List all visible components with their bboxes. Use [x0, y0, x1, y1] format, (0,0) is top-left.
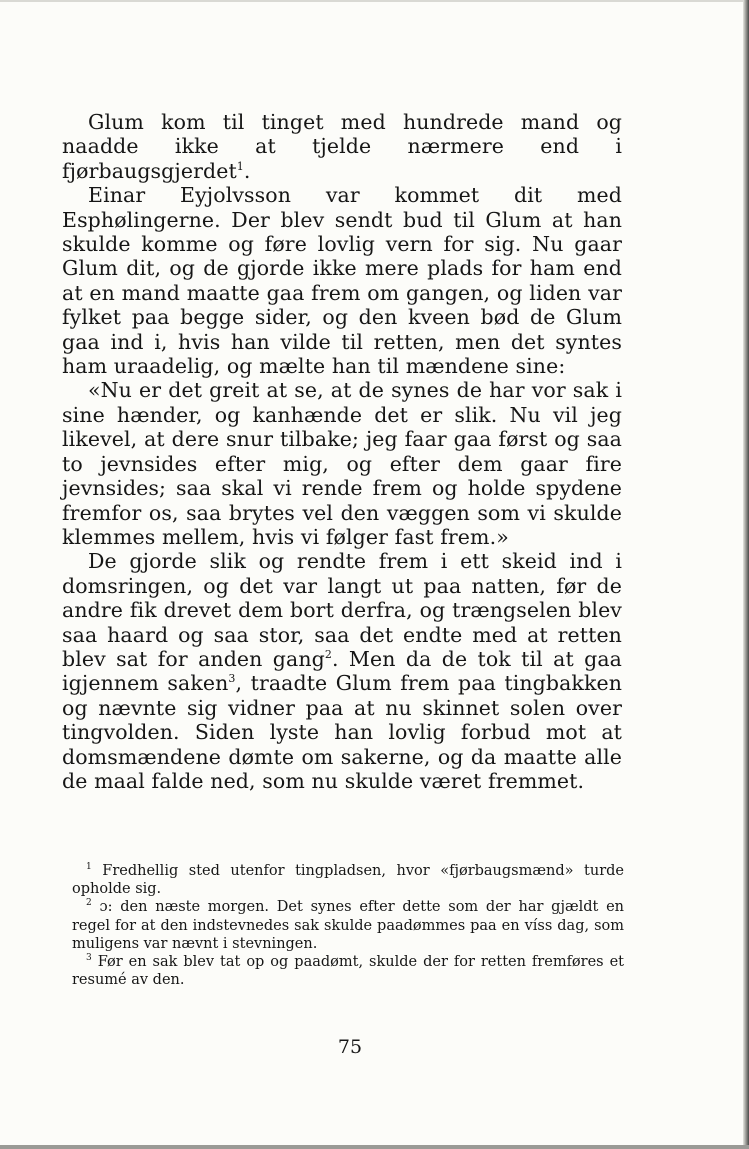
footnote-3: $^3$ Før en sak blev tat op og paadømt, skulde der for retten fremføres et resumé av den.: [72, 953, 624, 989]
footnote-ref-1: 1: [236, 159, 244, 173]
paragraph-2: Einar Eyjolvsson var kommet dit med Esphølingerne. Der blev sendt bud til Glum at han skulde komme og føre lovlig vern for sig. Nu gaar Glum dit, og de gjorde ikke mere plads for ham end at en mand maatte gaa frem om gangen, og liden var fylket paa begge sider, og den kveen bød de Glum gaa ind i, hvis han vilde til retten, men det syntes ham uraadelig, og mælte han til mændene sine:: [62, 183, 622, 379]
page-right-edge: [743, 0, 749, 1149]
footnote-2: $^2$ ɔ: den næste morgen. Det synes efter dette som der har gjældt en regel for at den indstevnedes sak skulde paadømmes paa en víss dag, som muligens var nævnt i stevningen.: [72, 898, 624, 952]
page-number: 75: [337, 1036, 363, 1058]
main-text: [62, 110, 622, 793]
paragraph-1: Glum kom til tinget med hundrede mand og naadde ikke at tjelde nærmere end i fjørbaugsgjerdet$^1$.: [62, 110, 622, 183]
page-top-edge: [0, 0, 749, 2]
paragraph-3: «Nu er det greit at se, at de synes de har vor sak i sine hænder, og kanhænde det er slik. Nu vil jeg likevel, at dere snur tilbake; jeg faar gaa først og saa to jevnsides efter mig, og efter dem gaar fire jevnsides; saa skal vi rende frem og holde spydene fremfor os, saa brytes vel den væggen som vi skulde klemmes mellem, hvis vi følger fast frem.»: [62, 378, 622, 549]
footnote-ref-3: 3: [228, 672, 236, 686]
footnote-1: $^1$ Fredhellig sted utenfor tingpladsen, hvor «fjørbaugsmænd» turde opholde sig.: [72, 862, 624, 898]
footnote-ref-2: 2: [324, 648, 332, 662]
paragraph-4: De gjorde slik og rendte frem i ett skeid ind i domsringen, og det var langt ut paa natten, før de andre fik drevet dem bort derfra, og trængselen blev saa haard og saa stor, saa det endte med at retten blev sat for anden gang$^2$. Men da de tok til at gaa igjennem saken$^3$, traadte Glum frem paa tingbakken og nævnte sig vidner paa at nu skinnet solen over tingvolden. Siden lyste han lovlig forbud mot at domsmændene dømte om sakerne, og da maatte alle de maal falde ned, som nu skulde været fremmet.: [62, 549, 623, 793]
footnotes: [72, 862, 624, 989]
page-bottom-edge: [0, 1145, 749, 1149]
